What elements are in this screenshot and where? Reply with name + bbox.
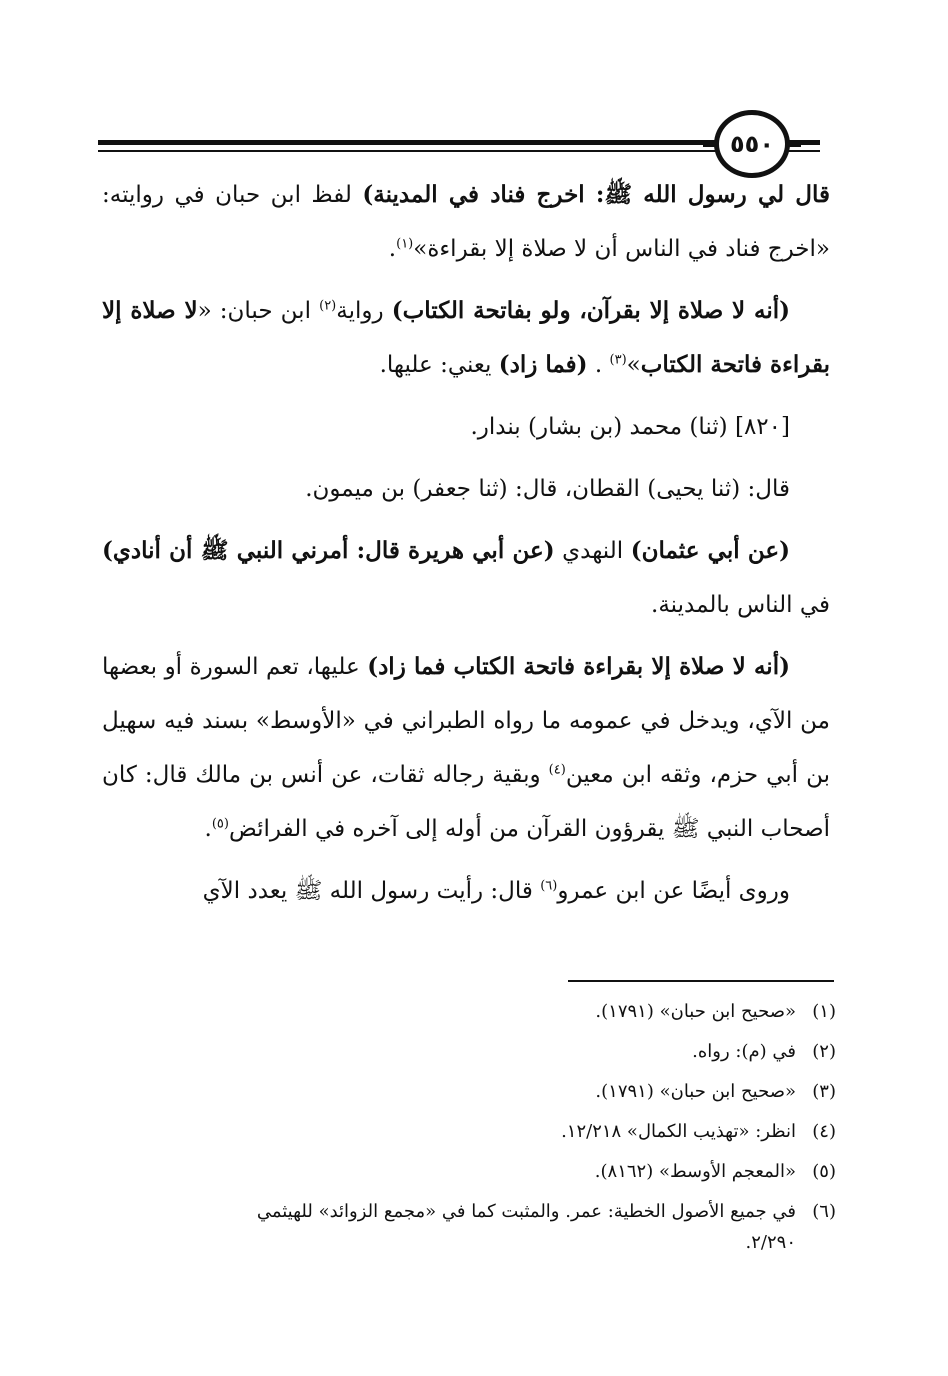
commentary-text: ابن حبان: « xyxy=(197,298,320,324)
footnote-text: «صحيح ابن حبان» (١٧٩١). xyxy=(595,1001,796,1022)
footnote-number: (٤) xyxy=(812,1121,836,1142)
commentary-text: » xyxy=(626,352,641,378)
paragraph-7 xyxy=(102,864,830,918)
commentary-text: وروى أيضًا عن ابن عمرو xyxy=(557,878,790,904)
footnote-continuation: ٢/٢٩٠. xyxy=(745,1232,796,1253)
quote-text: لا صلاة إلا بقراءة فاتحة الكتاب xyxy=(102,297,830,378)
main-text xyxy=(102,168,830,926)
footnote-number: (٥) xyxy=(812,1161,836,1182)
footnote-ref: (٥) xyxy=(211,816,229,832)
footnote-item xyxy=(104,1032,836,1072)
quote-text: (أنه لا صلاة إلا بقراءة فاتحة الكتاب فما زاد) xyxy=(367,653,790,680)
page-number: ٥٥٠ xyxy=(714,110,790,178)
paragraph-5 xyxy=(102,524,830,632)
commentary-text: لفظ ابن حبان في روايته: «اخرج فناد في الناس أن لا صلاة إلا بقراءة» xyxy=(102,182,830,262)
quote-text: (فما زاد) xyxy=(498,351,588,378)
commentary-text: وبقية رجاله ثقات، عن أنس بن مالك قال: كان أصحاب النبي ﷺ يقرؤون القرآن من أوله إلى آخره في الفرائض xyxy=(102,762,830,842)
commentary-text: في الناس بالمدينة. xyxy=(651,592,830,618)
paragraph-3: [٨٢٠] (ثنا) محمد (بن بشار) بندار. xyxy=(470,414,790,440)
quote-text: (عن أبي عثمان) xyxy=(630,537,790,564)
quote-text: (عن أبي هريرة قال: أمرني النبي ﷺ أن أنادي) xyxy=(102,537,555,564)
footnote-number: (٣) xyxy=(812,1081,836,1102)
footnote-text-line: في جميع الأصول الخطية: عمر. والمثبت كما في «مجمع الزوائد» للهيثمي xyxy=(256,1201,796,1222)
commentary-text: رواية xyxy=(336,298,392,324)
footnote-item xyxy=(104,1112,836,1152)
header-rule-bottom xyxy=(98,150,820,152)
footnote-item xyxy=(104,1152,836,1192)
quote-text: (أنه لا صلاة إلا بقرآن، ولو بفاتحة الكتاب) xyxy=(391,297,790,324)
footnote-ref: (٤) xyxy=(548,762,566,778)
footnote-item xyxy=(104,1192,836,1258)
paragraph-1 xyxy=(102,168,830,276)
footnote-ref: (٢) xyxy=(319,298,337,314)
quote-text: قال لي رسول الله ﷺ: اخرج فناد في المدينة) xyxy=(362,181,831,208)
paragraph-6 xyxy=(102,640,830,856)
footnote-text: انظر: «تهذيب الكمال» ١٢/٢١٨. xyxy=(561,1121,796,1142)
punctuation: . xyxy=(204,816,212,842)
punctuation: . xyxy=(388,236,397,262)
footnote-text xyxy=(104,1192,796,1258)
footnote-ref: (٦) xyxy=(540,878,558,894)
footnote-number: (١) xyxy=(812,1001,836,1022)
footnote-number: (٦) xyxy=(812,1201,836,1222)
footnote-ref: (١) xyxy=(396,236,414,252)
footnote-item xyxy=(104,992,836,1032)
footnote-text: في (م): رواه. xyxy=(692,1041,796,1062)
footnote-item xyxy=(104,1072,836,1112)
paragraph-2 xyxy=(102,284,830,392)
commentary-text: النهدي xyxy=(554,538,631,564)
footnote-separator xyxy=(568,980,834,982)
footnotes xyxy=(104,992,836,1258)
footnote-number: (٢) xyxy=(812,1041,836,1062)
commentary-text: قال: رأيت رسول الله ﷺ يعدد الآي xyxy=(202,878,541,904)
footnote-text: «صحيح ابن حبان» (١٧٩١). xyxy=(595,1081,796,1102)
commentary-text: عليها، تعم السورة أو بعضها من الآي، ويدخل في عمومه ما رواه الطبراني في «الأوسط» بسند فيه سهيل بن أبي حزم، وثقه ابن معين xyxy=(102,654,830,788)
commentary-text: . xyxy=(587,352,610,378)
footnote-ref: (٣) xyxy=(609,352,627,368)
paragraph-4: قال: (ثنا يحيى) القطان، قال: (ثنا جعفر) بن ميمون. xyxy=(305,476,790,502)
footnote-text: «المعجم الأوسط» (٨١٦٢). xyxy=(594,1161,796,1182)
commentary-text: يعني: عليها. xyxy=(379,352,499,378)
